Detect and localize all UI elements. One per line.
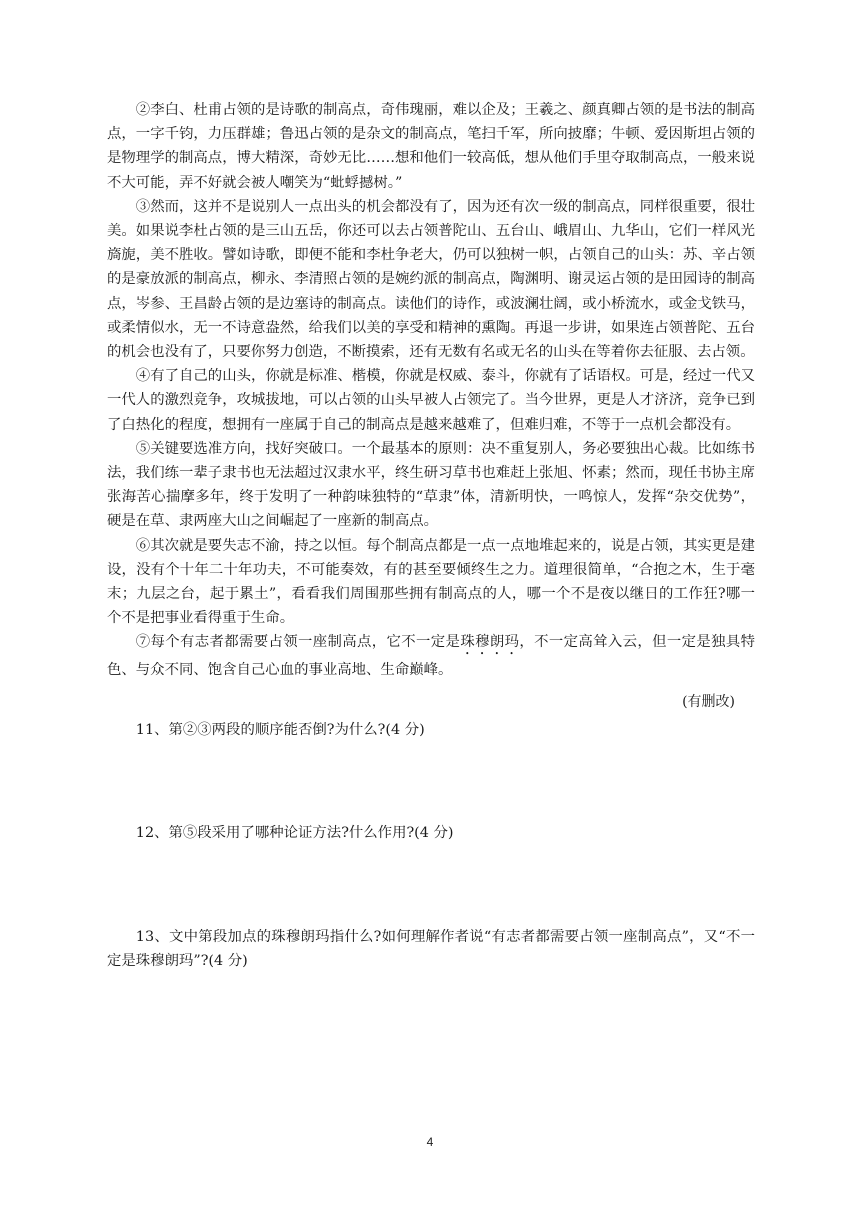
paragraph-3: ③然而，这并不是说别人一点出头的机会都没有了，因为还有次一级的制高点，同样很重要，很壮美。如果说李杜占领的是三山五岳，你还可以去占领普陀山、五台山、峨眉山、九华山，它们一样风光旖旎，美不胜收。譬如诗歌，即便不能和李杜争老大，仍可以独树一帜，占领自己的山头：苏、辛占领的是豪放派的制高点，柳永、李清照占领的是婉约派的制高点，陶渊明、谢灵运占领的是田园诗的制高点，岑参、王昌龄占领的是边塞诗的制高点。读他们的诗作，或波澜壮阔，或小桥流水，或金戈铁马，或柔情似水，无一不诗意盎然，给我们以美的享受和精神的熏陶。再退一步讲，如果连占领普陀、五台的机会也没有了，只要你努力创造，不断摸索，还有无数有名或无名的山头在等着你去征服、去占领。 <box>107 198 755 361</box>
paragraph-2: ②李白、杜甫占领的是诗歌的制高点，奇伟瑰丽，难以企及；王羲之、颜真卿占领的是书法的制高点，一字千钧，力压群雄；鲁迅占领的是杂文的制高点，笔扫千军，所向披靡；牛顿、爱因斯坦占领的是物理学的制高点，博大精深，奇妙无比……想和他们一较高低，想从他们手里夺取制高点，一般来说不大可能，弄不好就会被人嘲笑为“蚍蜉撼树。” <box>107 102 755 191</box>
paragraph-5: ⑤关键要选准方向，找好突破口。一个最基本的原则：决不重复别人，务必要独出心裁。比如练书法，我们练一辈子隶书也无法超过汉隶水平，终生研习草书也难赶上张旭、怀素；然而，现任书协主席张海苦心揣摩多年，终于发明了一种韵味独特的“草隶”体，清新明快，一鸣惊人，发挥“杂交优势”，硬是在草、隶两座大山之间崛起了一座新的制高点。 <box>107 440 755 530</box>
paragraph-4: ④有了自己的山头，你就是标准、楷模，你就是权威、泰斗，你就有了话语权。可是，经过一代又一代人的激烈竞争，攻城拔地，可以占领的山头早被人占领完了。当今世界，更是人才济济，竞争已到了白热化的程度，想拥有一座属于自己的制高点是越来越难了，但难归难，不等于一点机会都没有。 <box>107 368 755 433</box>
page-number: 4 <box>426 1135 434 1149</box>
article-body <box>107 98 755 973</box>
paragraph-6: ⑥其次就是要失志不渝，持之以恒。每个制高点都是一点一点地堆起来的，说是占领，其实更是建设，没有个十年二十年功夫，不可能奏效，有的甚至要倾终生之力。道理很简单，“合抱之木，生于毫末；九层之台，起于累土”，看看我们周围那些拥有制高点的人，哪一个不是夜以继日的工作狂?哪一个不是把事业看得重于生命。 <box>107 537 755 627</box>
paragraph-7-after: ，不一定高耸入云，但一定是独具特色、与众不同、饱含自己心血的事业高地、生命巅峰。 <box>107 634 755 679</box>
question-12: 12、第⑤段采用了哪种论证方法?什么作用?(4 分) <box>135 824 454 841</box>
question-11: 11、第②③两段的顺序能否倒?为什么?(4 分) <box>135 721 425 738</box>
emphasized-term: 珠穆朗玛 <box>460 634 520 651</box>
edit-note: (有删改) <box>682 693 735 710</box>
paragraph-7 <box>107 630 755 682</box>
paragraph-7-before: ⑦每个有志者都需要占领一座制高点，它不一定是 <box>135 634 461 651</box>
question-13: 13、文中第段加点的珠穆朗玛指什么?如何理解作者说“有志者都需要占领一座制高点”，又“不一定是珠穆朗玛”?(4 分) <box>107 929 755 970</box>
